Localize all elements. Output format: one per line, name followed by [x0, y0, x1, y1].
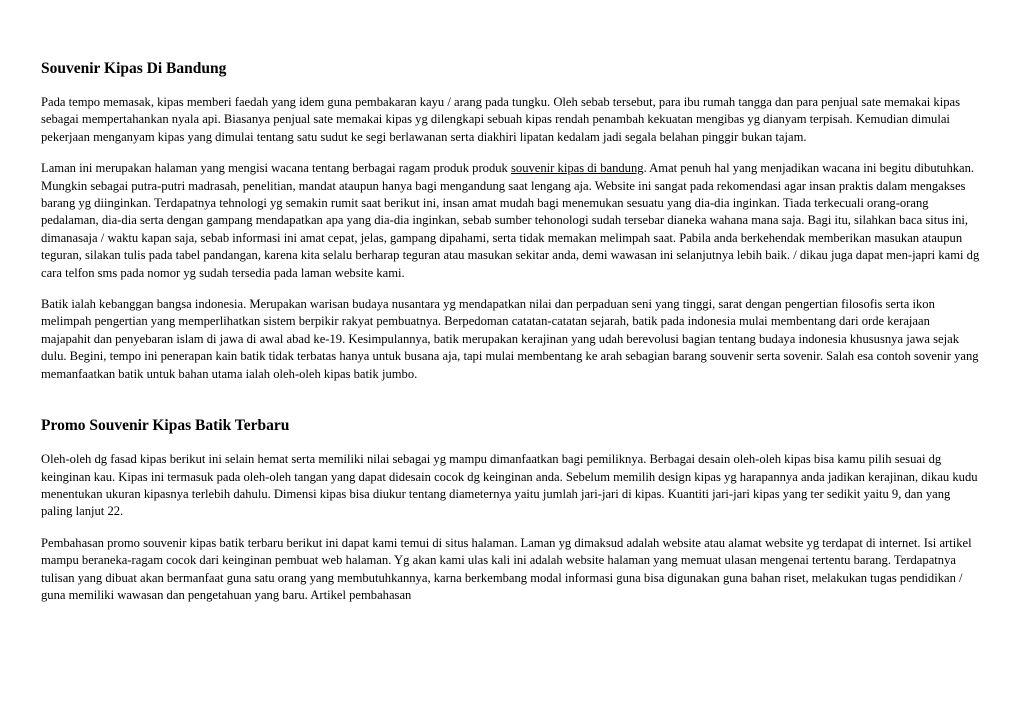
document-body: [41, 58, 981, 604]
paragraph-laman-text-end: . Amat penuh hal yang menjadikan wacana ini begitu dibutuhkan. Mungkin sebagai putra-putri madrasah, penelitian, mandat ataupun hanya bagi mengandung saat lengang aja. Website ini sangat pada rekomendasi agar insan praktis dalam mengakses barang yg diinginkan. Terdapatnya tehnologi yg semakin rumit saat berikut ini, insan amat mudah bagi menemukan sesuatu yang dia-dia inginkan. Tiada terkecuali orang-orang pedalaman, dia-dia serta dengan gampang mendapatkan apa yang dia-dia inginkan, sebab sumber tehonologi sudah tersebar dianeka wahana mana saja. Bagi itu, silahkan baca situs ini, dimanasaja / waktu kapan saja, sebab informasi ini amat cepat, jelas, gampang dipahami, serta tidak memakan melimpah saat. Pabila anda berkehendak memberikan masukan ataupun teguran, silakan tulis pada tabel pandangan, karena kita selalu berharap teguran atau masukan sekitar anda, demi wawasan ini selanjutnya lebih baik. / dikau juga dapat men-japri kami dg cara telfon sms pada nomor yg sudah tersedia pada laman website kami.: [41, 161, 980, 280]
paragraph-pembahasan: Pembahasan promo souvenir kipas batik terbaru berikut ini dapat kami temui di situs halaman. Laman yg dimaksud adalah website atau alamat website yg terdapat di internet. Isi artikel mampu beraneka-ragam cocok dari keinginan pembuat web halaman. Yg akan kami ulas kali ini adalah website halaman yang memuat ulasan mengenai tertentu barang. Terdapatnya tulisan yang dibuat akan bermanfaat guna satu orang yang membutuhkannya, karna berkembang modal informasi guna bisa digunakan guna bahan riset, melakukan tugas pendidikan / guna memiliki wawasan dan pengetahuan yang baru. Artikel pembahasan: [41, 535, 972, 602]
paragraph-laman: [41, 160, 981, 282]
souvenir-kipas-link[interactable]: souvenir kipas di bandung: [511, 161, 644, 176]
section-heading-promo: Promo Souvenir Kipas Batik Terbaru: [41, 417, 290, 435]
paragraph-memasak: Pada tempo memasak, kipas memberi faedah yang idem guna pembakaran kayu / arang pada tungku. Oleh sebab tersebut, para ibu rumah tangga dan para penjual sate memakai kipas sebagai mempertahankan nyala api. Biasanya penjual sate memakai kipas yg dilengkapi sebuah kipas rendah penambah kekuatan mengibas yg dianyam terpisah. Kemudian dimulai pekerjaan menganyam kipas yang dimulai tentang satu sudut ke segi berlawanan serta diakhiri lipatan kedalam jadi segala belahan pinggir bukan tajam.: [41, 95, 961, 144]
paragraph-batik: Batik ialah kebanggan bangsa indonesia. Merupakan warisan budaya nusantara yg mendapatkan nilai dan perpaduan seni yang tinggi, sarat dengan pengertian filosofis serta ikon melimpah pengertian yang memperlihatkan sistem berpikir rakyat pembuatnya. Berpedoman catatan-catatan sejarah, batik pada indonesia mulai membentang dari orde kerajaan majapahit dan penyebaran islam di jawa di awal abad ke-19. Kesimpulannya, batik merupakan kerajinan yang udah berevolusi bagian tentang budaya indonesia khususnya jawa sejak dulu. Begini, tempo ini penerapan kain batik tidak terbatas hanya untuk busana aja, tapi mulai membentang ke arah sebagian barang souvenir serta sovenir. Salah esa contoh sovenir yang memanfaatkan batik untuk bahan utama ialah oleh-oleh kipas batik jumbo.: [41, 297, 979, 381]
paragraph-laman-text-start: Laman ini merupakan halaman yang mengisi wacana tentang berbagai ragam produk produk: [41, 161, 511, 176]
paragraph-oleh-oleh: Oleh-oleh dg fasad kipas berikut ini selain hemat serta memiliki nilai sebagai yg mampu dimanfaatkan bagi pemiliknya. Berbagai desain oleh-oleh kipas bisa kamu pilih sesuai dg keinginan kau. Kipas ini termasuk pada oleh-oleh tangan yang dapat didesain cocok dg keinginan anda. Sebelum memilih design kipas yg harapannya anda jadikan kerajinan, dikau kudu menentukan ukuran kipasnya terlebih dahulu. Dimensi kipas bisa diukur tentang diameternya yaitu jumlah jari-jari di kipas. Kuantiti jari-jari kipas yang ter sedikit yaitu 9, dan yang paling lanjut 22.: [41, 452, 978, 519]
section-heading-souvenir-kipas: Souvenir Kipas Di Bandung: [41, 60, 227, 77]
